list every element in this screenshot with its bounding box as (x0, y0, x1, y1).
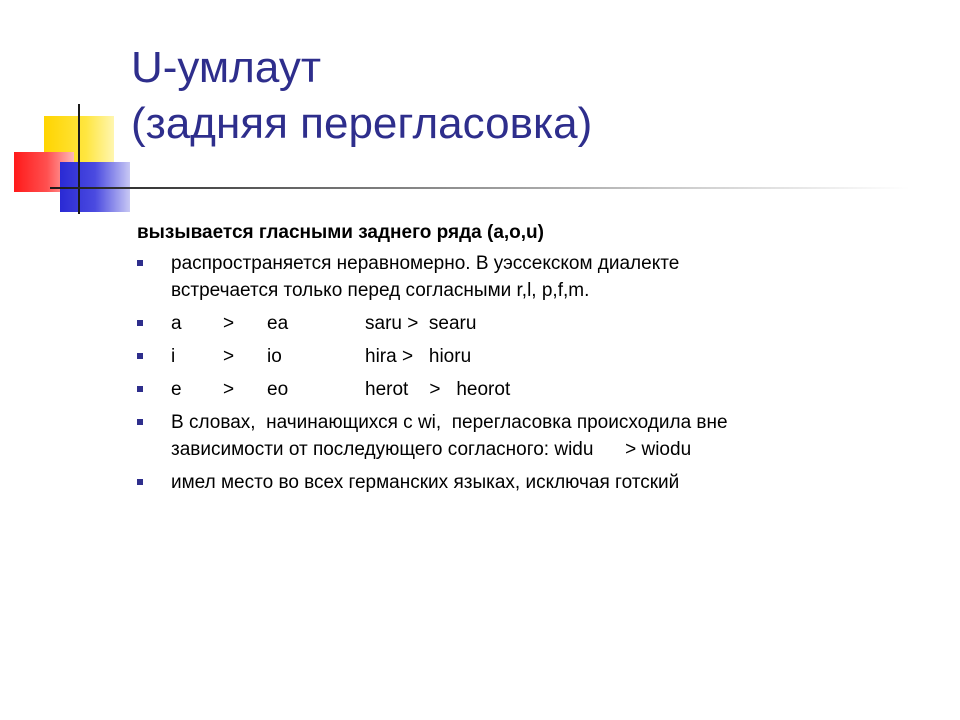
arrow-sign: > (223, 313, 235, 334)
subheading: вызывается гласными заднего ряда (a,o,u) (137, 222, 544, 243)
bullet-item (137, 469, 897, 496)
bullet-text-line: распространяется неравномерно. В уэссекском диалекте (171, 253, 680, 274)
arrow-sign: > (223, 346, 235, 367)
umlaut-example-row (171, 343, 897, 370)
word-example: saru > searu (365, 313, 477, 334)
bullet-item (137, 310, 897, 337)
arrow-sign: > (223, 379, 235, 400)
source-vowel: a (171, 313, 182, 334)
square-bullet-icon (137, 260, 143, 266)
square-bullet-icon (137, 386, 143, 392)
slide-title-line-1: U-умлаут (131, 43, 321, 92)
bullet-text-line: зависимости от последующего согласного: widu > wiodu (171, 439, 692, 460)
bullet-list (137, 250, 897, 496)
bullet-text-line: встречается только перед согласными r,l, p,f,m. (171, 280, 590, 301)
slide-title (131, 40, 592, 152)
bullet-item (137, 250, 897, 304)
slide-title-line-2: (задняя перегласовка) (131, 99, 593, 148)
square-bullet-icon (137, 419, 143, 425)
square-bullet-icon (137, 353, 143, 359)
bullet-item (137, 409, 897, 463)
bullet-text-line: В словах, начинающихся с wi, перегласовка происходила вне (171, 412, 728, 433)
result-vowel: io (267, 346, 282, 367)
umlaut-example-row (171, 376, 897, 403)
bullet-text-line: имел место во всех германских языках, исключая готский (171, 472, 680, 493)
bullet-item (137, 343, 897, 370)
result-vowel: eo (267, 379, 289, 400)
word-example: hira > hioru (365, 346, 472, 367)
slide-body (137, 218, 897, 502)
vertical-rule (78, 104, 80, 214)
source-vowel: i (171, 346, 176, 367)
umlaut-example-row (171, 310, 897, 337)
word-example: herot > heorot (365, 379, 511, 400)
bullet-item (137, 376, 897, 403)
square-bullet-icon (137, 479, 143, 485)
source-vowel: e (171, 379, 182, 400)
result-vowel: ea (267, 313, 289, 334)
square-bullet-icon (137, 320, 143, 326)
title-underline-rule (50, 187, 910, 189)
